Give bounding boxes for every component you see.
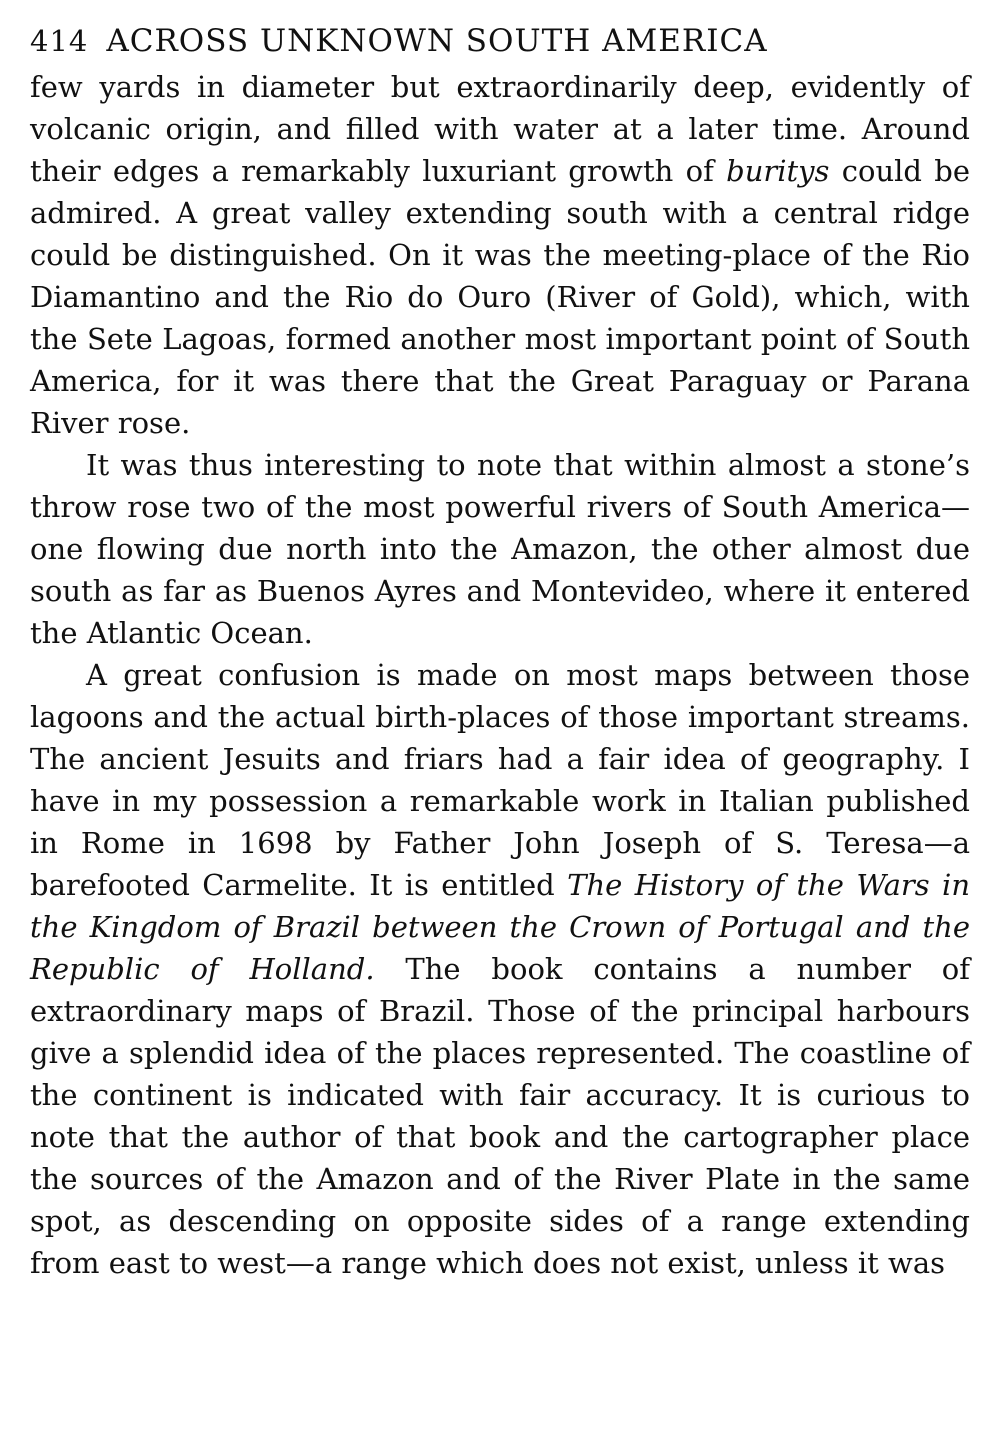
paragraph-1-text-a: few yards in diameter but extraordinarily deep, evidently of volcanic origin, and filled with water at a later time. Around their edges a remarkably luxuriant growth of bbox=[30, 70, 970, 188]
running-title: ACROSS UNKNOWN SOUTH AMERICA bbox=[106, 23, 768, 59]
paragraph-1-text-c: could be admired. A great valley extending south with a central ridge could be distinguished. On it was the meeting-place of the Rio Diamantino and the Rio do Ouro (River of Gold), which, with the Sete Lagoas, formed another most important point of South America, for it was there that the Great Paraguay or Parana River rose. bbox=[30, 154, 970, 440]
body-text bbox=[30, 66, 970, 1284]
running-head bbox=[30, 18, 970, 64]
paragraph-2-text: It was thus interesting to note that within almost a stone’s throw rose two of the most powerful rivers of South America—one flowing due north into the Amazon, the other almost due south as far as Buenos Ayres and Montevideo, where it entered the Atlantic Ocean. bbox=[30, 448, 970, 650]
paragraph-3 bbox=[30, 654, 970, 1284]
book-page bbox=[30, 18, 970, 1284]
page-number: 414 bbox=[30, 24, 89, 58]
paragraph-1 bbox=[30, 66, 970, 444]
paragraph-3-text-a: A great confusion is made on most maps between those lagoons and the actual birth-places of those important streams. The ancient Jesuits and friars had a fair idea of geography. I have in my possession a remarkable work in Italian published in Rome in 1698 by Father John Joseph of S. Teresa—a barefooted Carmelite. It is entitled bbox=[30, 658, 970, 902]
paragraph-3-italic-book-title: The History of the Wars in the Kingdom of Brazil between the Crown of Portugal and the Republic of Holland. bbox=[30, 868, 971, 986]
paragraph-3-text-c: The book contains a number of extraordinary maps of Brazil. Those of the principal harbours give a splendid idea of the places represented. The coastline of the continent is indicated with fair accuracy. It is curious to note that the author of that book and the cartographer place the sources of the Amazon and of the River Plate in the same spot, as descending on opposite sides of a range extending from east to west—a range which does not exist, unless it was bbox=[30, 952, 970, 1280]
paragraph-2 bbox=[30, 444, 970, 654]
paragraph-1-italic-buritys: buritys bbox=[726, 154, 830, 188]
